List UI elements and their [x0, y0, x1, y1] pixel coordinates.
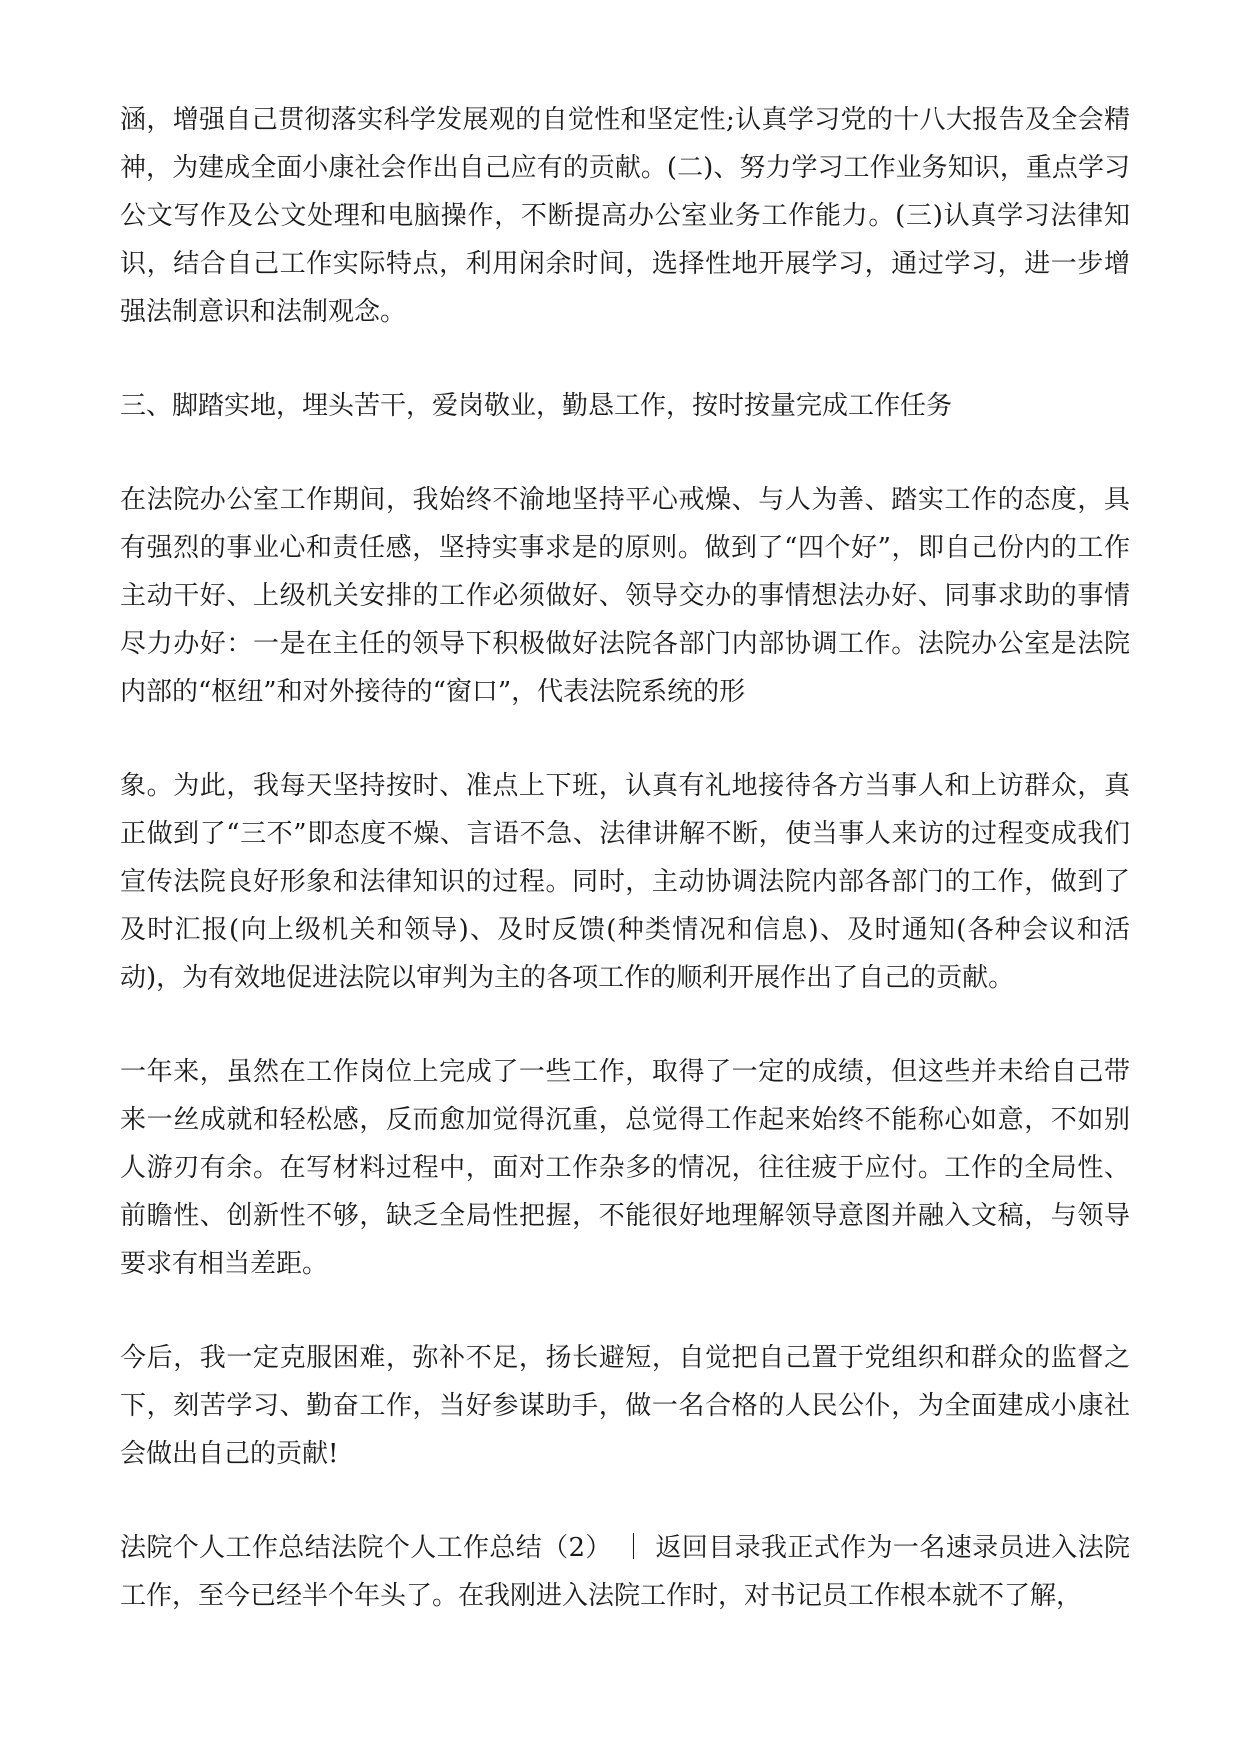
paragraph-image-service: 象。为此，我每天坚持按时、准点上下班，认真有礼地接待各方当事人和上访群众，真正做到了“三不”即态度不燥、言语不急、法律讲解不断，使当事人来访的过程变成我们宣传法院良好形象和法律知识的过程。同时，主动协调法院内部各部门的工作，做到了及时汇报(向上级机关和领导)、及时反馈(种类情况和信息)、及时通知(各种会议和活动)，为有效地促进法院以审判为主的各项工作的顺利开展作出了自己的贡献。 — [120, 771, 1130, 993]
paragraph-study-goals: 涵，增强自己贯彻落实科学发展观的自觉性和坚定性;认真学习党的十八大报告及全会精神，为建成全面小康社会作出自己应有的贡献。(二)、努力学习工作业务知识，重点学习公文写作及公文处理和电脑操作，不断提高办公室业务工作能力。(三)认真学习法律知识，结合自己工作实际特点，利用闲余时间，选择性地开展学习，通过学习，进一步增强法制意识和法制观念。 — [120, 105, 1130, 327]
paragraph-shortcomings: 一年来，虽然在工作岗位上完成了一些工作，取得了一定的成绩，但这些并未给自己带来一丝成就和轻松感，反而愈加觉得沉重，总觉得工作起来始终不能称心如意，不如别人游刃有余。在写材料过程中，面对工作杂多的情况，往往疲于应付。工作的全局性、前瞻性、创新性不够，缺乏全局性把握，不能很好地理解领导意图并融入文稿，与领导要求有相当差距。 — [120, 1057, 1130, 1279]
section-heading-three: 三、脚踏实地，埋头苦干，爱岗敬业，勤恳工作，按时按量完成工作任务 — [120, 391, 953, 421]
document-body — [120, 96, 1130, 1666]
paragraph-office-work: 在法院办公室工作期间，我始终不渝地坚持平心戒燥、与人为善、踏实工作的态度，具有强烈的事业心和责任感，坚持实事求是的原则。做到了“四个好”，即自己份内的工作主动干好、上级机关安排的工作必须做好、领导交办的事情想法办好、同事求助的事情尽力办好：一是在主任的领导下积极做好法院各部门内部协调工作。法院办公室是法院内部的“枢纽”和对外接待的“窗口”，代表法院系统的形 — [120, 485, 1130, 707]
paragraph-future-plan: 今后，我一定克服困难，弥补不足，扬长避短，自觉把自己置于党组织和群众的监督之下，刻苦学习、勤奋工作，当好参谋助手，做一名合格的人民公仆，为全面建成小康社会做出自己的贡献! — [120, 1343, 1130, 1469]
paragraph-next-summary: 法院个人工作总结法院个人工作总结（2） ｜ 返回目录我正式作为一名速录员进入法院工作，至今已经半个年头了。在我刚进入法院工作时，对书记员工作根本就不了解， — [120, 1533, 1130, 1611]
